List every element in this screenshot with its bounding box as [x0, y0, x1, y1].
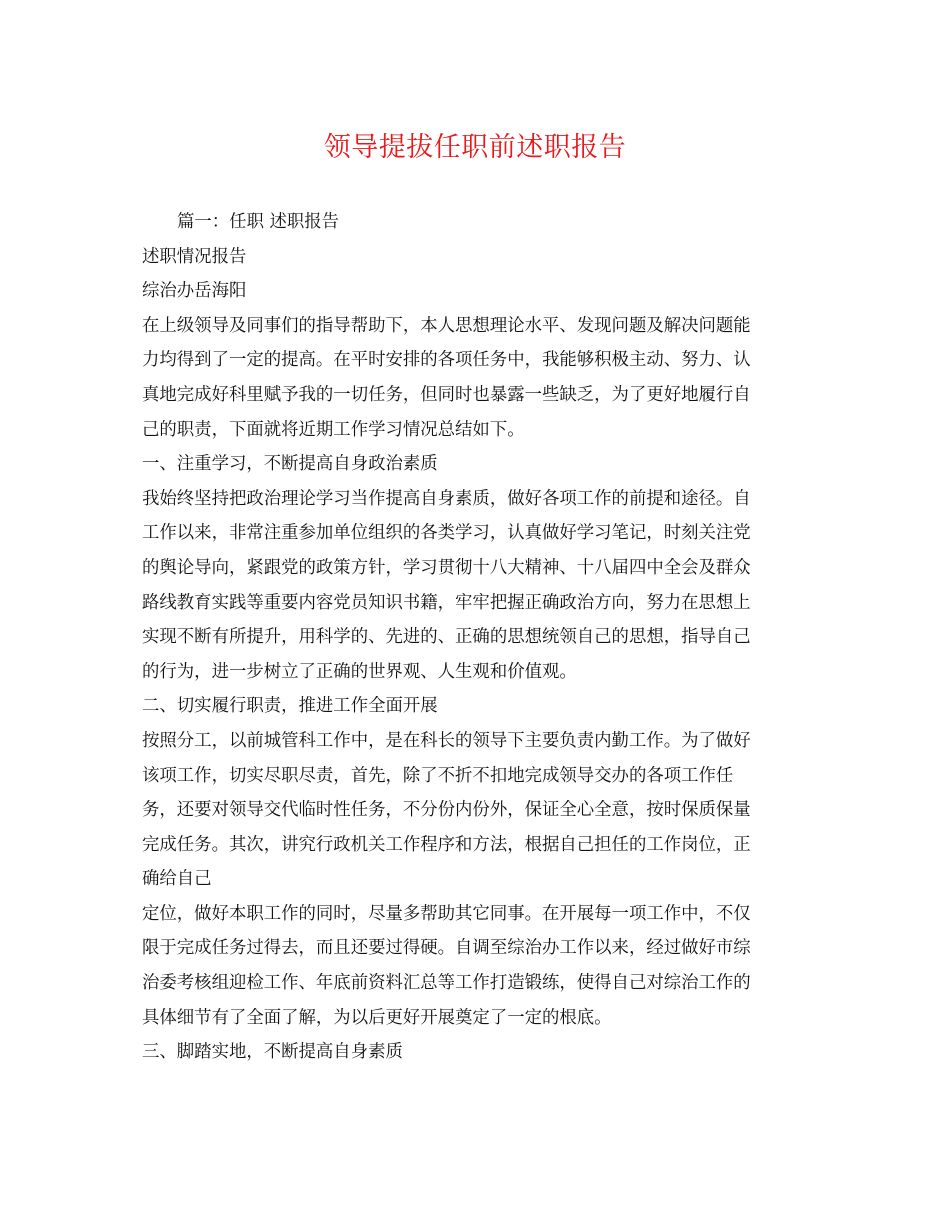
paragraph-line: 务，还要对领导交代临时性任务，不分份内份外，保证全心全意，按时保质保量: [142, 800, 751, 821]
paragraph-line: 该项工作，切实尽职尽责，首先，除了不折不扣地完成领导交办的各项工作任: [142, 765, 734, 786]
paragraph-line: 我始终坚持把政治理论学习当作提高自身素质，做好各项工作的前提和途径。自: [142, 488, 751, 509]
section-heading-1: 篇一：任职 述职报告: [177, 212, 340, 232]
paragraph-line: 按照分工，以前城管科工作中，是在科长的领导下主要负责内勤工作。为了做好: [142, 730, 751, 751]
paragraph-line: 具体细节有了全面了解，为以后更好开展奠定了一定的根底。: [142, 1007, 612, 1028]
paragraph-line: 完成任务。其次，讲究行政机关工作程序和方法，根据自己担任的工作岗位，正: [142, 834, 751, 855]
paragraph-line: 治委考核组迎检工作、年底前资料汇总等工作打造锻练，使得自己对综治工作的: [142, 973, 751, 994]
paragraph-line: 路线教育实践等重要内容党员知识书籍，牢牢把握正确政治方向，努力在思想上: [142, 592, 751, 613]
author-line: 综治办岳海阳: [142, 281, 247, 302]
document-body: [142, 205, 802, 1070]
paragraph-line: 力均得到了一定的提高。在平时安排的各项任务中，我能够积极主动、努力、认: [142, 350, 751, 371]
section-heading: 二、切实履行职责，推进工作全面开展: [142, 696, 438, 717]
paragraph-line: 限于完成任务过得去，而且还要过得硬。自调至综治办工作以来，经过做好市综: [142, 938, 751, 959]
section-heading: 一、注重学习，不断提高自身政治素质: [142, 454, 438, 475]
paragraph-line: 真地完成好科里赋予我的一切任务，但同时也暴露一些缺乏，为了更好地履行自: [142, 384, 751, 405]
document-title: 领导提拔任职前述职报告: [323, 132, 627, 163]
report-subtitle: 述职情况报告: [142, 246, 247, 267]
paragraph-line: 在上级领导及同事们的指导帮助下，本人思想理论水平、发现问题及解决问题能: [142, 315, 751, 336]
section-heading: 三、脚踏实地，不断提高自身素质: [142, 1042, 403, 1063]
paragraph-line: 工作以来，非常注重参加单位组织的各类学习，认真做好学习笔记，时刻关注党: [142, 523, 751, 544]
paragraph-line: 实现不断有所提升，用科学的、先进的、正确的思想统领自己的思想，指导自己: [142, 627, 751, 648]
paragraph-line: 的行为，进一步树立了正确的世界观、人生观和价值观。: [142, 661, 577, 682]
paragraph-line: 的舆论导向，紧跟党的政策方针，学习贯彻十八大精神、十八届四中全会及群众: [142, 557, 751, 578]
paragraph-line: 己的职责，下面就将近期工作学习情况总结如下。: [142, 419, 525, 440]
paragraph-line: 定位，做好本职工作的同时，尽量多帮助其它同事。在开展每一项工作中，不仅: [142, 903, 751, 924]
paragraph-line: 确给自己: [142, 869, 212, 890]
